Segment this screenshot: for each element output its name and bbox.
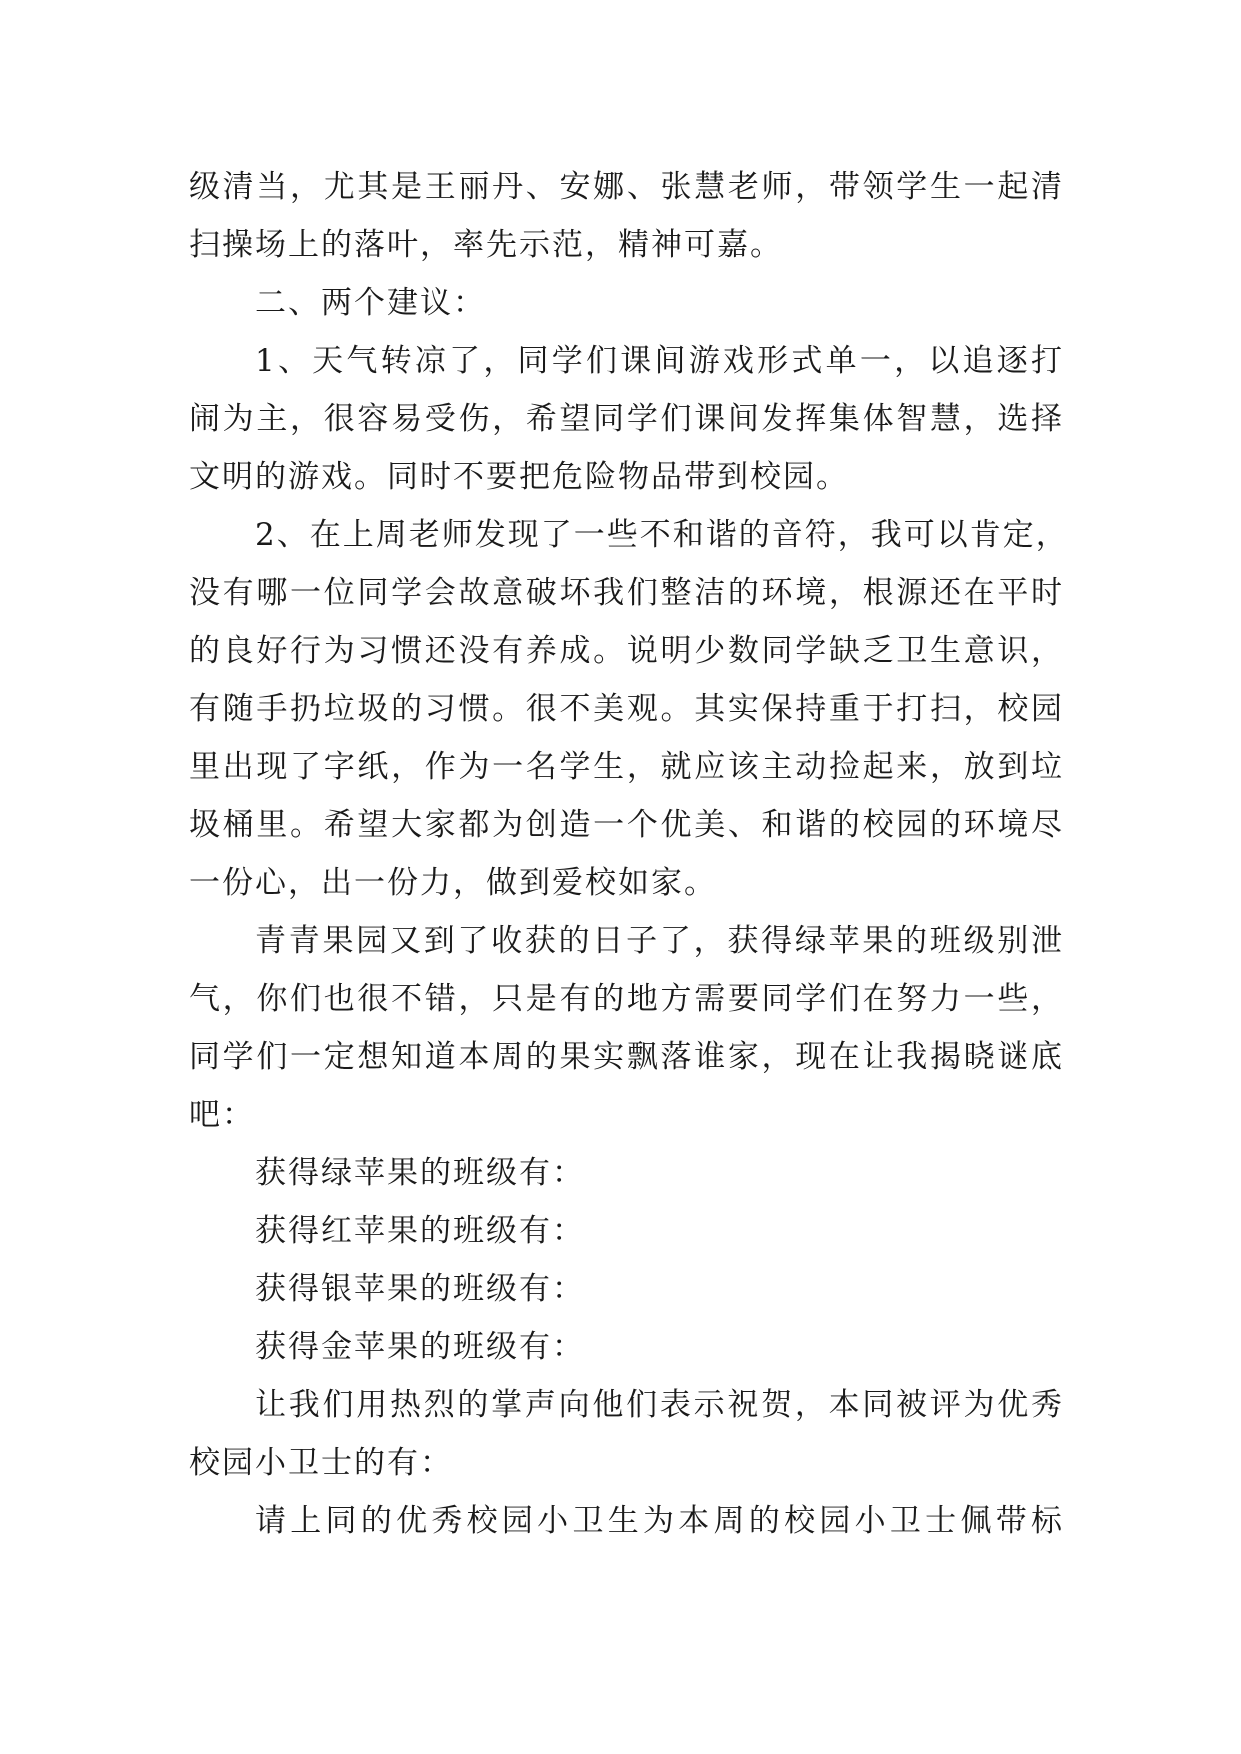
text-line: 校园小卫士的有： <box>189 1445 453 1481</box>
text-line: 2、在上周老师发现了一些不和谐的音符，我可以肯定， <box>255 517 1069 553</box>
text-line: 闹为主，很容易受伤，希望同学们课间发挥集体智慧，选择 <box>189 401 1064 437</box>
text-line: 同学们一定想知道本周的果实飘落谁家，现在让我揭晓谜底 <box>189 1039 1064 1075</box>
section-heading: 二、两个建议： <box>255 285 486 321</box>
text-line: 1、天气转凉了，同学们课间游戏形式单一，以追逐打 <box>255 343 1064 379</box>
text-line: 里出现了字纸，作为一名学生，就应该主动捡起来，放到垃 <box>189 749 1064 785</box>
text-line: 圾桶里。希望大家都为创造一个优美、和谐的校园的环境尽 <box>189 807 1064 843</box>
award-line-silver: 获得银苹果的班级有： <box>255 1271 585 1307</box>
text-line: 没有哪一位同学会故意破坏我们整洁的环境，根源还在平时 <box>189 575 1064 611</box>
text-line: 请上同的优秀校园小卫生为本周的校园小卫士佩带标 <box>255 1503 1064 1539</box>
award-line-gold: 获得金苹果的班级有： <box>255 1329 585 1365</box>
text-line: 吧： <box>189 1097 255 1133</box>
text-line: 文明的游戏。同时不要把危险物品带到校园。 <box>189 459 849 495</box>
text-line: 级清当，尤其是王丽丹、安娜、张慧老师，带领学生一起清 <box>189 169 1064 205</box>
text-line: 扫操场上的落叶，率先示范，精神可嘉。 <box>189 227 783 263</box>
text-line: 气，你们也很不错，只是有的地方需要同学们在努力一些， <box>189 981 1064 1017</box>
text-line: 一份心，出一份力，做到爱校如家。 <box>189 865 717 901</box>
text-line: 的良好行为习惯还没有养成。说明少数同学缺乏卫生意识， <box>189 633 1064 669</box>
document-body <box>189 158 1069 1550</box>
text-line: 有随手扔垃圾的习惯。很不美观。其实保持重于打扫，校园 <box>189 691 1064 727</box>
text-line: 青青果园又到了收获的日子了，获得绿苹果的班级别泄 <box>255 923 1064 959</box>
award-line-red: 获得红苹果的班级有： <box>255 1213 585 1249</box>
award-line-green: 获得绿苹果的班级有： <box>255 1155 585 1191</box>
text-line: 让我们用热烈的掌声向他们表示祝贺，本同被评为优秀 <box>255 1387 1064 1423</box>
